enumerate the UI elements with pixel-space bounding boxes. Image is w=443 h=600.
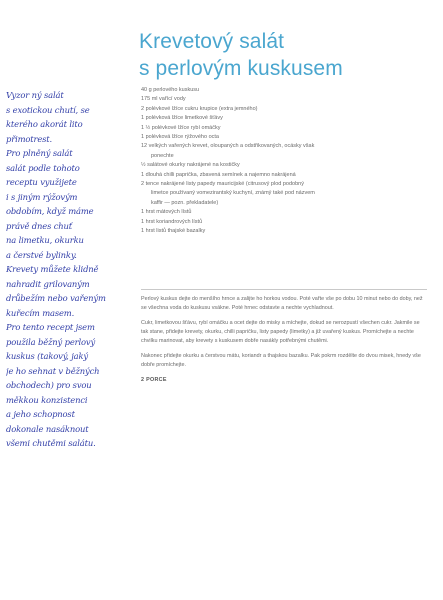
ingredient-item: 40 g perlového kuskusu <box>141 87 200 93</box>
handwritten-line: přimotrest. <box>6 133 53 144</box>
method-step-3: Nakonec přidejte okurku a čerstvou mátu, koriandr a thajskou bazalku. Pak pokrm rozdělte do dvou misek, hnedy vše dobře promíchejte. <box>141 353 421 368</box>
handwritten-line: nahradit grilovaným <box>6 278 90 289</box>
handwritten-line: a čerstvé bylinky. <box>6 249 77 260</box>
handwritten-line: drůbežím nebo vařeným <box>6 293 106 303</box>
handwritten-line: s exotickou chutí, se <box>6 104 90 115</box>
ingredient-item: 1 polévková lžíce rýžového octa <box>141 134 219 141</box>
method-step-2: Cukr, limetkovou šťávu, rybí omáčku a ocet dejte do misky a míchejte, dokud se nerozpustí všechen cukr. Jakmile se tak stane, přidejte krevety, okurku, chilli papričku, listy papedy (limetky) a již uvařený kuskus. Promíchejte a nechte chvilku marinovat, aby krevety s kuskusem dobře nasákly potřebnými chutěmi. <box>141 320 420 344</box>
handwritten-line: dokonale nasáknout <box>6 423 89 434</box>
ingredient-item: 12 velkých vařených krevet, oloupaných a odstřikovaných, ocásky však <box>141 143 315 150</box>
handwritten-line: obchodech) pro svou <box>6 380 92 390</box>
ingredients-list <box>141 86 433 237</box>
ingredient-item: 2 tence nakrájené listy papedy mauricijské (citrusový plod podobný <box>141 181 304 188</box>
handwritten-line: obdobím, když máme <box>6 206 94 216</box>
handwritten-line: kuskus (takový, jaký <box>6 351 89 361</box>
handwritten-line: právě dnes chuť <box>6 220 72 231</box>
recipe-title-line-1: Krevetový salát <box>139 30 285 54</box>
handwritten-line: Pro plněný salát <box>6 148 73 158</box>
ingredient-item: 1 hrst listů thajské bazalky <box>141 228 206 235</box>
handwritten-line: všemi chutěmi salátu. <box>6 438 96 448</box>
handwritten-line: salát podle tohoto <box>6 162 80 173</box>
handwritten-line: a jeho schopnost <box>6 409 75 419</box>
handwritten-line: kterého akorát lito <box>6 119 83 129</box>
section-divider <box>141 289 427 290</box>
ingredient-item-continued: kaffir — pozn. překladatele) <box>151 199 219 206</box>
ingredient-item-continued: limetce používaný vomezirantský kuchyní, známý také pod názvem <box>151 190 315 197</box>
handwritten-line: Pro tento recept jsem <box>6 322 95 332</box>
handwritten-note <box>6 88 132 451</box>
ingredient-item: 1 polévková lžíce limetkové šťávy <box>141 115 223 122</box>
recipe-title-line-2: s perlovým kuskusem <box>139 57 343 81</box>
ingredient-item: 1 hrst mátových lístů <box>141 209 192 216</box>
ingredient-item: 175 ml vařící vody <box>141 96 186 103</box>
method-section <box>141 295 427 391</box>
method-step-1: Perlový kuskus dejte do menšího hrnce a zalijte ho horkou vodou. Poté vařte vše po dobu 10 minut nebo do doby, než se všechna voda do kuskusu vsákne. Poté hrnec odstavte a nechte vychladnout. <box>141 296 423 311</box>
handwritten-line: Vyzor ný salát <box>6 90 64 100</box>
handwritten-line: i s jiným rýžovým <box>6 191 78 202</box>
ingredient-item: 2 polévkové lžíce cukru krupice (extra jemného) <box>141 105 258 112</box>
ingredient-item: 1 ½ polévkové lžíce rybí omáčky <box>141 124 221 131</box>
handwritten-line: použila běžný perlový <box>6 336 96 347</box>
serves-label: 2 PORCE <box>141 377 167 383</box>
handwritten-line: Krevety můžete klidně <box>6 264 99 274</box>
ingredient-item: 1 dlouhá chilli paprička, zbavená semínek a najemno nakrájená <box>141 171 296 178</box>
ingredient-item-continued: ponechte <box>151 152 174 159</box>
ingredient-item: ½ salátové okurky nakrájené na kostičky <box>141 162 240 169</box>
ingredient-item: 1 hrst koriandrových lístů <box>141 218 203 225</box>
handwritten-line: receptu využijete <box>6 177 77 187</box>
handwritten-line: kuřecím masem. <box>6 307 75 318</box>
handwritten-line: na limetku, okurku <box>6 235 84 245</box>
recipe-title <box>139 28 429 82</box>
handwritten-line: měkkou konzistenci <box>6 394 88 405</box>
handwritten-line: je ho sehnat v běžných <box>6 365 100 376</box>
